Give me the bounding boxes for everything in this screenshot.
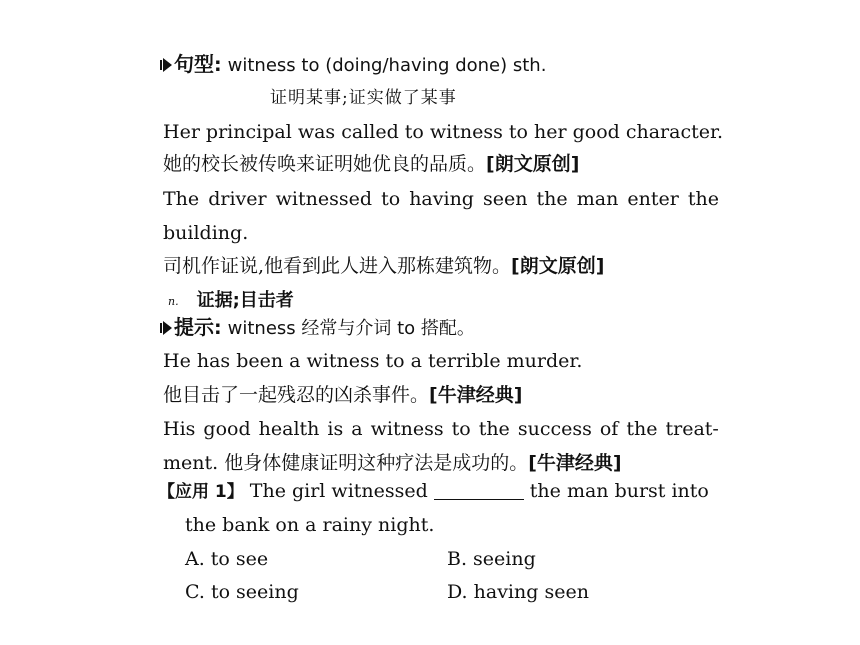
example-translation: 司机作证说,他看到此人进入那栋建筑物。 [163, 255, 512, 277]
word: the [626, 418, 658, 440]
word: of [599, 418, 619, 440]
source-tag: [牛津经典] [429, 384, 523, 406]
option-a[interactable]: A. to see [185, 548, 269, 570]
word: is [327, 418, 344, 440]
tip-text: witness 经常与介词 to 搭配。 [227, 318, 475, 339]
example-sentence-en-cont: building. [163, 222, 249, 244]
source-tag: [朗文原创] [486, 153, 580, 175]
word: enter [627, 188, 679, 210]
word: seen [483, 188, 528, 210]
option-c[interactable]: C. to seeing [185, 581, 299, 603]
triangle-marker-icon [163, 321, 172, 335]
part-of-speech: n. [168, 295, 179, 308]
pattern-colon: : [214, 54, 222, 76]
option-d[interactable]: D. having seen [447, 581, 589, 603]
noun-meaning-row [168, 288, 294, 314]
word: witness [370, 418, 444, 440]
word: the [478, 418, 510, 440]
example-translation: 她的校长被传唤来证明她优良的品质。 [163, 153, 487, 175]
word: success [517, 418, 592, 440]
exercise-stem-cont: the bank on a rainy night. [185, 514, 435, 536]
example-sentence-zh [163, 152, 579, 176]
triangle-marker-icon [163, 58, 172, 72]
pattern-meaning: 证明某事;证实做了某事 [270, 88, 457, 108]
word: driver [208, 188, 267, 210]
example-sentence-zh [163, 383, 522, 407]
word: The [163, 188, 200, 210]
word: man [576, 188, 619, 210]
example-sentence-zh [163, 254, 604, 278]
exercise-stem [158, 479, 709, 504]
example-sentence-en-justified [163, 417, 719, 441]
word: to [451, 418, 471, 440]
tip-heading [163, 315, 475, 341]
exercise-label: 【应用 1】 [158, 482, 244, 502]
pattern-label: 句型 [174, 52, 214, 76]
word: a [351, 418, 363, 440]
example-sentence-mixed [163, 451, 622, 475]
source-tag: [牛津经典] [528, 452, 622, 474]
word: the [687, 188, 719, 210]
word: His [163, 418, 196, 440]
word: having [409, 188, 474, 210]
example-translation: 他目击了一起残忍的凶杀事件。 [163, 384, 430, 406]
example-sentence-en: He has been a witness to a terrible murder. [163, 350, 583, 372]
pattern-heading [163, 52, 546, 78]
example-sentence-en-cont: ment. [163, 452, 219, 474]
exercise-stem-after: the man burst into [529, 480, 709, 502]
tip-colon: : [214, 317, 222, 339]
word: witnessed [275, 188, 373, 210]
exercise-stem-before: The girl witnessed [249, 480, 428, 502]
word: health [258, 418, 320, 440]
example-translation: 他身体健康证明这种疗法是成功的。 [218, 452, 529, 474]
example-sentence-en-justified [163, 187, 719, 211]
tip-label: 提示 [174, 315, 214, 339]
word: good [203, 418, 251, 440]
answer-blank[interactable] [434, 499, 524, 500]
noun-meaning: 证据;目击者 [196, 290, 294, 311]
pattern-text: witness to (doing/having done) sth. [227, 55, 547, 76]
source-tag: [朗文原创] [511, 255, 605, 277]
option-b[interactable]: B. seeing [447, 548, 536, 570]
word: the [536, 188, 568, 210]
example-sentence-en: Her principal was called to witness to her good character. [163, 121, 724, 143]
word: to [381, 188, 401, 210]
word: treat- [665, 418, 719, 440]
